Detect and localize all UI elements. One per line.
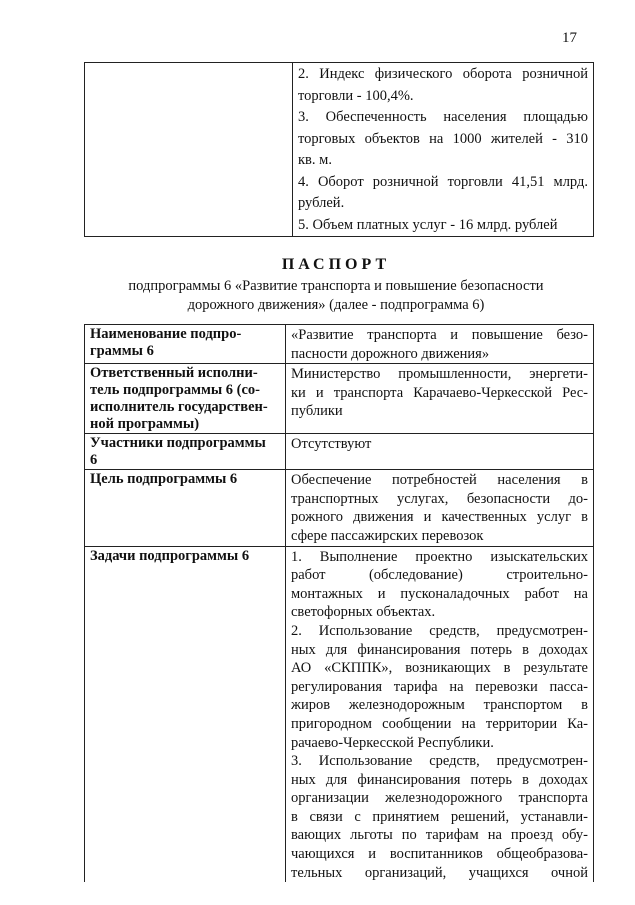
row-label: [85, 325, 286, 364]
text-line: пасности дорожного движения»: [291, 345, 490, 362]
continuation-left-cell: [85, 63, 293, 237]
table-row: [85, 546, 594, 882]
row-label: [85, 470, 286, 546]
text-line: ных для финансирования потерь в доходах: [291, 641, 588, 658]
text-line: тель подпрограммы 6 (со-: [90, 382, 260, 399]
text-line: регулирования тарифа на перевозки пасса-: [291, 678, 588, 695]
row-value: [286, 434, 594, 470]
row-label: [85, 434, 286, 470]
text-line: сфере пассажирских перевозок: [291, 527, 484, 544]
text-line: ных для финансирования потерь в доходах: [291, 771, 588, 788]
text-line: Обеспечение потребностей населения в: [291, 472, 588, 489]
passport-table: [84, 324, 594, 882]
table-row: [85, 470, 594, 546]
text-line: ной программы): [90, 416, 200, 433]
text-line: публики: [291, 403, 343, 420]
row-value: [286, 546, 594, 882]
row-value: [286, 470, 594, 546]
row-label: [85, 364, 286, 434]
text-line: светофорных объектах.: [291, 604, 436, 621]
table-row: [85, 63, 594, 237]
table-row: [85, 325, 594, 364]
text-line: Задачи подпрограммы 6: [90, 547, 250, 564]
text-line: пригородном сообщении на территории Ка-: [291, 715, 588, 732]
row-value: [286, 325, 594, 364]
text-line: 3. Использование средств, предусмотрен-: [291, 753, 588, 770]
text-line: 2. Индекс физического оборота розничной: [298, 66, 588, 82]
passport-heading: [84, 256, 588, 315]
text-line: чающихся и воспитанников общеобразова-: [291, 846, 588, 863]
text-line: жиров железнодорожным транспортом в: [291, 697, 588, 714]
text-line: 5. Объем платных услуг - 16 млрд. рублей: [298, 216, 558, 233]
text-line: рачаево-Черкесской Республики.: [291, 734, 494, 751]
passport-title: ПАСПОРТ: [281, 256, 391, 273]
text-line: Участники подпрограммы: [90, 435, 266, 452]
text-line: вающих льготы по тарифам на проезд обу-: [291, 827, 588, 844]
text-line: 6: [90, 452, 98, 469]
row-label: [85, 546, 286, 882]
text-line: 1. Выполнение проектно изыскательских: [291, 548, 588, 565]
text-line: торговли - 100,4%.: [298, 87, 414, 104]
text-line: 3. Обеспеченность населения площадью: [298, 109, 588, 125]
continuation-table: [84, 62, 594, 237]
continuation-right-cell: [293, 63, 594, 237]
text-line: рожного движения и качественных услуг в: [291, 509, 588, 526]
text-line: АО «СКППК», возникающих в результате: [291, 660, 588, 677]
text-line: тельных организаций, учащихся очной: [291, 864, 588, 881]
row-value: [286, 364, 594, 434]
text-line: граммы 6: [90, 343, 154, 359]
text-line: торговых объектов на 1000 жителей - 310: [298, 130, 588, 147]
passport-subtitle: [84, 277, 588, 315]
text-line: работ (обследование) строительно-: [291, 567, 588, 584]
text-line: в связи с принятием решений, устанавли-: [291, 808, 588, 825]
page-number: 17: [562, 30, 577, 46]
text-line: организации железнодорожного транспорта: [291, 790, 588, 807]
text-line: Отсутствуют: [291, 436, 372, 453]
table-row: [85, 434, 594, 470]
text-line: кв. м.: [298, 152, 332, 168]
text-line: ки и транспорта Карачаево-Черкесской Рес-: [291, 384, 588, 401]
subtitle-line: подпрограммы 6 «Развитие транспорта и повышение безопасности: [128, 278, 544, 294]
text-line: Ответственный исполни-: [90, 365, 258, 382]
text-line: монтажных и пусконаладочных работ на: [291, 585, 588, 602]
text-line: «Развитие транспорта и повышение безо-: [291, 327, 588, 343]
table-row: [85, 364, 594, 434]
text-line: Цель подпрограммы 6: [90, 471, 238, 488]
text-line: 4. Оборот розничной торговли 41,51 млрд.: [298, 173, 588, 190]
text-line: рублей.: [298, 195, 345, 211]
text-line: Министерство промышленности, энергети-: [291, 366, 588, 383]
subtitle-line: дорожного движения» (далее - подпрограмма 6): [187, 297, 485, 313]
text-line: исполнитель государствен-: [90, 399, 268, 416]
text-line: Наименование подпро-: [90, 326, 242, 342]
text-line: транспортных услугах, безопасности до-: [291, 490, 588, 507]
text-line: 2. Использование средств, предусмотрен-: [291, 622, 588, 639]
